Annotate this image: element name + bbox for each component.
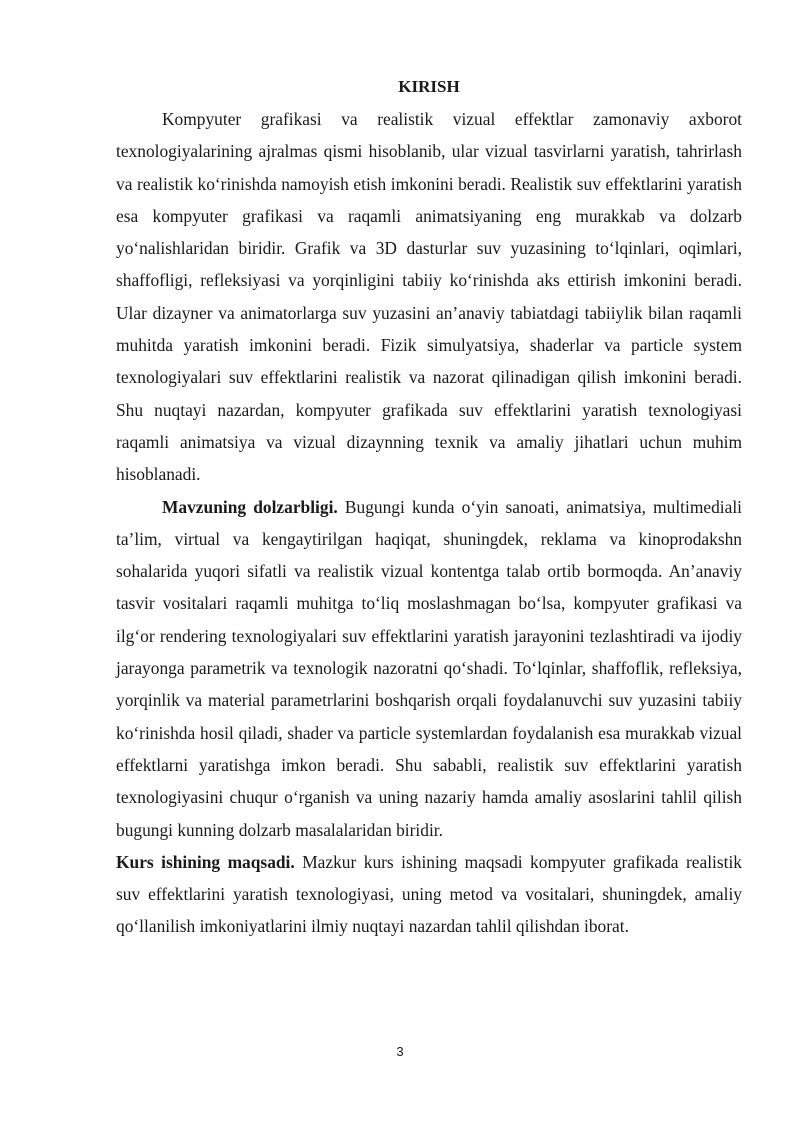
goal-lead: Kurs ishining maqsadi. — [116, 851, 295, 872]
intro-paragraph-text: Kompyuter grafikasi va realistik vizual effektlar zamonaviy axborot texnologiyalarining ajralmas qismi hisoblanib, ular vizual tasvirlarni yaratish, tahrirlash va realistik ko‘rinishda namoyish etish imkonini beradi. Realistik suv effektlarini yaratish esa kompyuter grafikasi va raqamli animatsiyaning eng murakkab va dolzarb yo‘nalishlaridan biridir. Grafik va 3D dasturlar suv yuzasining to‘lqinlari, oqimlari, shaffofligi, refleksiyasi va yorqinligini tabiiy ko‘rinishda aks ettirish imkonini beradi. Ular dizayner va animatorlarga suv yuzasini an’anaviy tabiatdagi tabiiylik bilan raqamli muhitda yaratish imkonini beradi. Fizik simulyatsiya, shaderlar va particle system texnologiyalari suv effektlarini realistik va nazorat qilinadigan qilish imkonini beradi. Shu nuqtayi nazardan, kompyuter grafikada suv effektlarini yaratish texnologiyasi raqamli animatsiya va vizual dizaynning texnik va amaliy jihatlari uchun muhim hisoblanadi. — [116, 109, 742, 485]
goal-paragraph — [116, 846, 742, 943]
section-heading: KIRISH — [398, 77, 460, 96]
relevance-paragraph-text: Bugungi kunda o‘yin sanoati, animatsiya, multimediali ta’lim, virtual va kengaytirilgan haqiqat, shuningdek, reklama va kinoprodakshn sohalarida yuqori sifatli va realistik vizual kontentga talab ortib bormoqda. An’anaviy tasvir vositalari raqamli muhitga to‘liq moslashmagan bo‘lsa, kompyuter grafikasi va ilg‘or rendering texnologiyalari suv effektlarini yaratish jarayonini tezlashtiradi va ijodiy jarayonga parametrik va texnologik nazoratni qo‘shadi. To‘lqinlar, shaffoflik, refleksiya, yorqinlik va material parametrlarini boshqarish orqali foydalanuvchi suv yuzasini tabiiy ko‘rinishda hosil qiladi, shader va particle systemlardan foydalanish esa murakkab vizual effektlarni yaratishga imkon beradi. Shu sababli, realistik suv effektlarini yaratish texnologiyasini chuqur o‘rganish va uning nazariy hamda amaliy asoslarini tahlil qilish bugungi kunning dolzarb masalalaridan biridir. — [116, 496, 742, 840]
relevance-lead: Mavzuning dolzarbligi. — [162, 496, 338, 517]
intro-paragraph — [116, 103, 742, 491]
page-number: 3 — [396, 1044, 404, 1059]
goal-paragraph-text: Mazkur kurs ishining maqsadi kompyuter grafikada realistik suv effektlarini yaratish texnologiyasi, uning metod va vositalari, shuningdek, amaliy qo‘llanilish imkoniyatlarini ilmiy nuqtayi nazardan tahlil qilishdan iborat. — [116, 851, 742, 937]
relevance-paragraph — [116, 491, 742, 846]
document-page — [116, 75, 742, 943]
